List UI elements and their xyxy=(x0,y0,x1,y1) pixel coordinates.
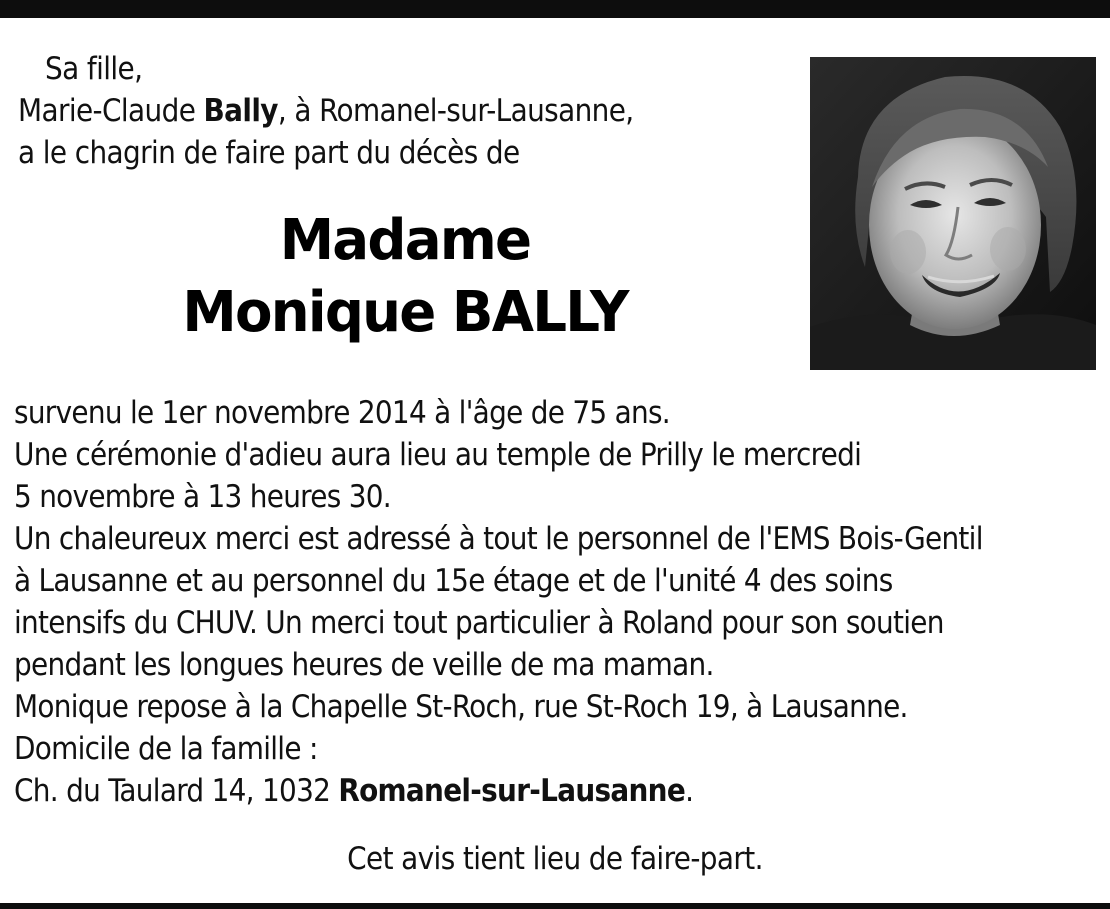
intro-daughter-surname: Bally xyxy=(203,93,278,129)
intro-line-1: Sa fille, xyxy=(45,51,143,87)
body-line-6: intensifs du CHUV. Un merci tout particulier à Roland pour son soutien xyxy=(14,605,944,641)
announcement-body xyxy=(14,392,983,812)
body-line-9: Domicile de la famille : xyxy=(14,731,318,767)
body-line-7: pendant les longues heures de veille de ma maman. xyxy=(14,647,714,683)
body-line-1: survenu le 1er novembre 2014 à l'âge de 75 ans. xyxy=(14,395,670,431)
intro-line-2 xyxy=(18,90,634,132)
address-town: Romanel-sur-Lausanne xyxy=(338,773,686,809)
portrait-illustration xyxy=(810,57,1096,370)
body-line-5: à Lausanne et au personnel du 15e étage et de l'unité 4 des soins xyxy=(14,563,893,599)
announcement-intro xyxy=(18,48,634,174)
closing-note: Cet avis tient lieu de faire-part. xyxy=(347,841,763,877)
body-line-4: Un chaleureux merci est adressé à tout le personnel de l'EMS Bois-Gentil xyxy=(14,521,983,557)
body-line-8: Monique repose à la Chapelle St-Roch, rue St-Roch 19, à Lausanne. xyxy=(14,689,908,725)
bottom-rule xyxy=(0,903,1110,909)
address-street: Ch. du Taulard 14, 1032 xyxy=(14,773,339,809)
address-period: . xyxy=(685,773,694,809)
body-line-3: 5 novembre à 13 heures 30. xyxy=(14,479,391,515)
deceased-name-block xyxy=(0,205,810,349)
deceased-name: Monique BALLY xyxy=(182,280,628,345)
portrait-photo xyxy=(810,57,1096,370)
deceased-title: Madame xyxy=(279,208,531,273)
family-address xyxy=(14,770,983,812)
top-rule xyxy=(0,0,1110,18)
intro-daughter-town: , à Romanel-sur-Lausanne, xyxy=(277,93,634,129)
body-line-2: Une cérémonie d'adieu aura lieu au temple de Prilly le mercredi xyxy=(14,437,862,473)
intro-line-3: a le chagrin de faire part du décès de xyxy=(18,135,520,171)
intro-daughter-first-name: Marie-Claude xyxy=(18,93,204,129)
